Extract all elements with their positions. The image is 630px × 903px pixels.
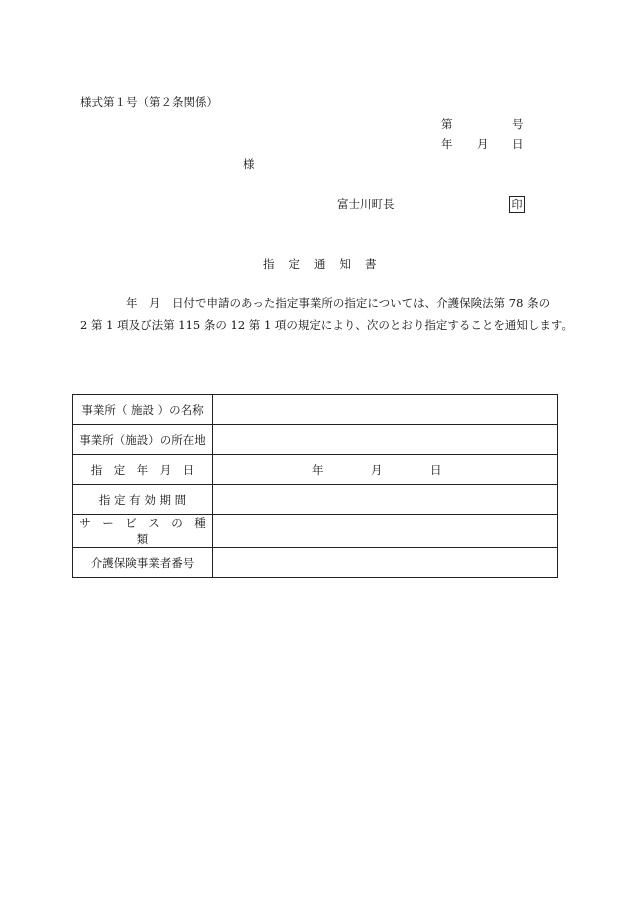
- form-label: 様式第１号（第２条関係）: [80, 95, 218, 109]
- doc-number-dai: 第: [441, 117, 453, 131]
- row-label-facility-address: 事業所（施設）の所在地: [73, 425, 213, 455]
- facility-name-value: [213, 395, 558, 425]
- row-label-designation-date: 指 定 年 月 日: [73, 455, 213, 485]
- row-label-provider-number: 介護保険事業者番号: [73, 548, 213, 578]
- table-row: [73, 425, 558, 455]
- designation-date-value: [213, 455, 558, 485]
- designation-table: [72, 394, 558, 578]
- row-label-validity-period: 指 定 有 効 期 間: [73, 485, 213, 515]
- designation-date-month: 月: [371, 462, 383, 477]
- table-row: [73, 455, 558, 485]
- issue-date-month: 月: [477, 137, 489, 151]
- body-line-1: 年 月 日付で申請のあった指定事業所の指定については、介護保険法第 78 条の: [126, 296, 551, 310]
- addressee-suffix: 様: [243, 157, 255, 171]
- doc-number-go: 号: [512, 117, 524, 131]
- row-label-facility-name: 事業所（ 施設 ）の名称: [73, 395, 213, 425]
- row-label-service-type: サ ー ビ ス の 種 類: [73, 515, 213, 548]
- service-type-value: [213, 515, 558, 548]
- document-title: 指定通知書: [263, 257, 391, 271]
- seal-mark: 印: [509, 196, 525, 213]
- provider-number-value: [213, 548, 558, 578]
- designation-date-year: 年: [312, 462, 324, 477]
- table-row: [73, 395, 558, 425]
- validity-period-value: [213, 485, 558, 515]
- facility-address-value: [213, 425, 558, 455]
- designation-date-day: 日: [430, 462, 442, 477]
- body-line-2: 2 第 1 項及び法第 115 条の 12 第 1 項の規定により、次のとおり指定することを通知します。: [80, 318, 574, 332]
- table-row: [73, 515, 558, 548]
- table-row: [73, 485, 558, 515]
- table-row: [73, 548, 558, 578]
- issue-date-year: 年: [441, 137, 453, 151]
- issue-date-day: 日: [512, 137, 524, 151]
- issuer-name: 富士川町長: [337, 197, 395, 211]
